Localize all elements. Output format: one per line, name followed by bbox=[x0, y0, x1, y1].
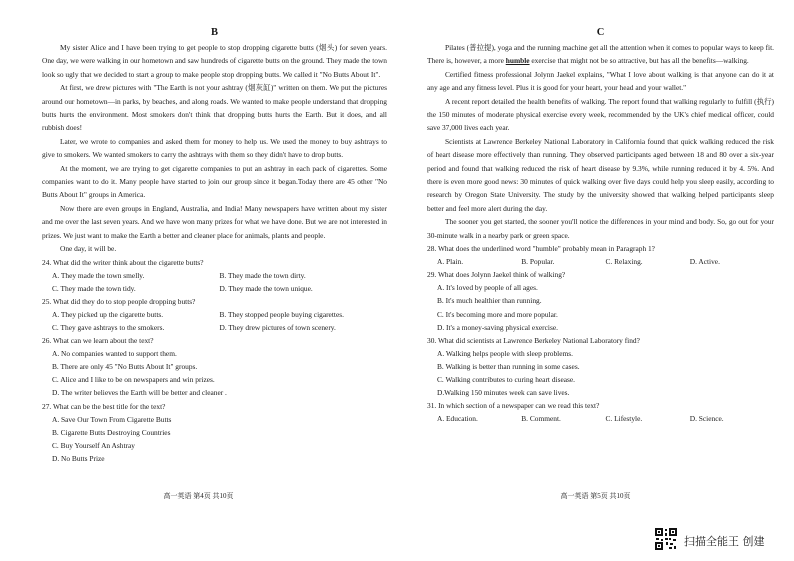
passage-b-paragraph-5: Now there are even groups in England, Australia, and India! Many newspapers have written about my sister and me over the last seven years. And we have won many prizes for what we have done. But we are not interested in prizes. We just want to make the Earth a better and cleaner place for animals, plants and people. bbox=[42, 203, 387, 240]
passage-c-paragraph-5: The sooner you get started, the sooner you'll notice the differences in your mind and body. So, go out for your 30-minute walk in a nearby park or green space. bbox=[427, 217, 774, 240]
section-label-c: C bbox=[596, 27, 605, 38]
option-a: A. No companies wanted to support them. bbox=[52, 349, 177, 359]
question-24 bbox=[42, 256, 387, 295]
passage-b-paragraph-2: At first, we drew pictures with "The Earth is not your ashtray (烟灰缸)" written on them. We put the pictures around our hometown—in parks, by beaches, and along roads. We wanted to make people understand that dropping butts hurts the environment. Most smokers don't think that dropping butts hurts the Earth. But it does, and all rubbish does! bbox=[42, 83, 387, 133]
option-d: D. It's a money-saving physical exercise. bbox=[437, 322, 558, 332]
passage-b-paragraph-1: My sister Alice and I have been trying to get people to stop dropping cigarette butts (烟头) for seven years. One day, we were walking in our hometown and saw hundreds of cigarette butts on the ground. They made the town look so ugly that we decided to start a group to make people stop dropping butts. We called it "No Butts About It". bbox=[42, 43, 387, 79]
option-a: A. They picked up the cigarette butts. bbox=[52, 309, 164, 319]
option-c: C. They gave ashtrays to the smokers. bbox=[52, 322, 165, 332]
option-b: B. It's much healthier than running. bbox=[437, 296, 542, 306]
option-d: D. No Butts Prize bbox=[52, 453, 105, 463]
right-page bbox=[397, 0, 794, 561]
passage-c-paragraph-2: Certified fitness professional Jolynn Jaekel explains, "What I love about walking is that anyone can do it at any age and any fitness level. Plus it is good for your heart, your head and your wallet." bbox=[427, 69, 774, 93]
question-stem: 24. What did the writer think about the cigarette butts? bbox=[42, 257, 204, 267]
option-b: B. They stopped people buying cigarettes. bbox=[219, 309, 344, 319]
page-footer-right: 高一英语 第5页 共10页 bbox=[560, 492, 631, 500]
option-b: B. Walking is better than running in some cases. bbox=[437, 361, 580, 371]
question-stem: 26. What can we learn about the text? bbox=[42, 336, 154, 346]
option-b: B. Cigarette Butts Destroying Countries bbox=[52, 427, 171, 437]
passage-c-paragraph-4: Scientists at Lawrence Berkeley National Laboratory in California found that quick walking reduced the risk of heart disease more effectively than running. They observed participants aged between 18 and 80 over a six-year period and found that walking reduced the risk of heart disease by 9.3%, while running reduced it by 4. 5%. And there is even more good news: 30 minutes of quick walking over five days could help you sleep easily, according to research by Oregon State University. The study by the university showed that walking helped participants sleep better and feel more alert during the day. bbox=[427, 136, 774, 213]
option-c: C. Walking contributes to curing heart disease. bbox=[437, 375, 576, 385]
option-d: D. They drew pictures of town scenery. bbox=[219, 322, 336, 332]
option-a: A. It's loved by people of all ages. bbox=[437, 283, 538, 293]
question-25 bbox=[42, 295, 387, 334]
passage-b-paragraph-6: One day, it will be. bbox=[60, 244, 117, 254]
question-31 bbox=[427, 399, 774, 425]
option-c: C. Lifestyle. bbox=[605, 414, 643, 424]
underlined-word-humble: humble bbox=[505, 56, 530, 66]
question-stem: 31. In which section of a newspaper can we read this text? bbox=[427, 401, 600, 411]
option-c: C. They made the town tidy. bbox=[52, 283, 136, 293]
question-stem: 27. What can be the best title for the text? bbox=[42, 401, 166, 411]
qr-code-icon bbox=[654, 527, 678, 551]
option-d: D.Walking 150 minutes week can save lives. bbox=[437, 388, 570, 398]
paragraph-1-text-start: Pilates (普拉提), yoga and the running machine get all the attention when it comes to popular ways to keep fit. There is, however, a more bbox=[427, 43, 774, 66]
option-c: C. It's becoming more and more popular. bbox=[437, 309, 558, 319]
option-c: C. Relaxing. bbox=[605, 257, 643, 267]
option-a: A. Education. bbox=[437, 414, 478, 424]
option-c: C. Buy Yourself An Ashtray bbox=[52, 440, 135, 450]
option-a: A. Walking helps people with sleep problems. bbox=[437, 348, 573, 358]
question-29 bbox=[427, 268, 774, 333]
question-28 bbox=[427, 242, 774, 268]
option-a: A. Plain. bbox=[437, 257, 464, 267]
passage-b-paragraph-3: Later, we wrote to companies and asked them for money to help us. We used the money to buy ashtrays to give to smokers. We wanted smokers to carry the ashtrays with them so they didn't have to drop butts. bbox=[42, 136, 387, 160]
option-a: A. Save Our Town From Cigarette Butts bbox=[52, 414, 172, 424]
passage-c-paragraph-1 bbox=[427, 41, 774, 68]
question-stem: 30. What did scientists at Lawrence Berkeley National Laboratory find? bbox=[427, 335, 640, 345]
option-d: D. They made the town unique. bbox=[219, 283, 313, 293]
question-stem: 25. What did they do to stop people dropping butts? bbox=[42, 296, 196, 306]
question-30 bbox=[427, 334, 774, 399]
option-b: B. Comment. bbox=[521, 414, 561, 424]
question-stem: 29. What does Jolynn Jaekel think of walking? bbox=[427, 270, 566, 280]
question-stem: 28. What does the underlined word "humble" probably mean in Paragraph 1? bbox=[427, 244, 655, 254]
option-b: B. Popular. bbox=[521, 257, 555, 267]
option-b: B. There are only 45 "No Butts About It" groups. bbox=[52, 362, 198, 372]
option-d: D. The writer believes the Earth will be better and cleaner . bbox=[52, 388, 227, 398]
option-a: A. They made the town smelly. bbox=[52, 270, 145, 280]
option-d: D. Science. bbox=[689, 414, 724, 424]
section-label-b: B bbox=[210, 27, 218, 38]
paragraph-1-text-end: exercise that might not be so attractive, but has all the benefits—walking. bbox=[529, 56, 749, 66]
passage-b-paragraph-4: At the moment, we are trying to get cigarette companies to put an ashtray in each pack of cigarettes. Some companies want to do it. Many people have started to join our group since it began.Today there are 45 other "No Butts About It" groups in America. bbox=[42, 163, 387, 200]
page-footer-left: 高一英语 第4页 共10页 bbox=[163, 492, 234, 500]
passage-c-paragraph-3: A recent report detailed the health benefits of walking. The report found that walking regularly to fulfill (执行) the 150 minutes of moderate physical exercise every week, recommended by the UK's chief medical officer, could save 37,000 lives each year. bbox=[427, 96, 774, 133]
option-c: C. Alice and I like to be on newspapers and win prizes. bbox=[52, 375, 215, 385]
question-27 bbox=[42, 400, 387, 465]
option-d: D. Active. bbox=[689, 257, 720, 267]
question-26 bbox=[42, 334, 387, 399]
option-b: B. They made the town dirty. bbox=[219, 270, 306, 280]
scanner-watermark-label: 扫描全能王 创建 bbox=[684, 535, 765, 548]
